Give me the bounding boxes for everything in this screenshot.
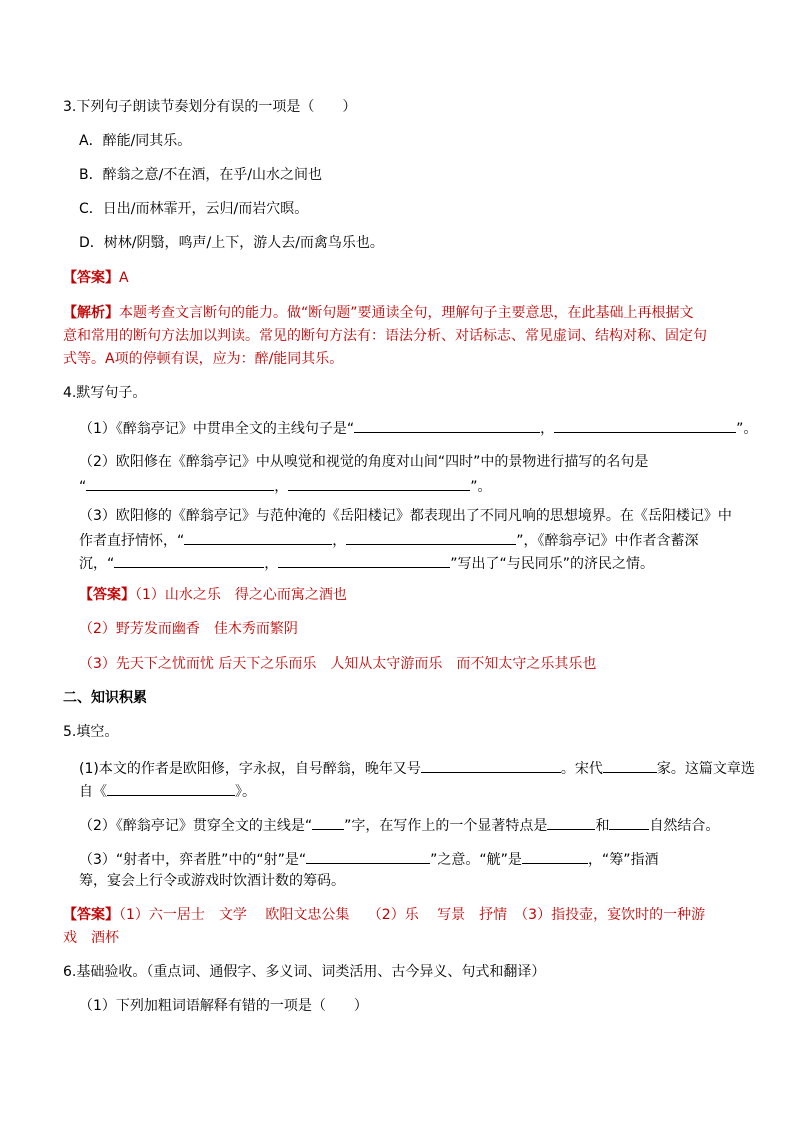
answer-tag: 【答案】: [63, 907, 119, 923]
q5-sub3-line-1: [79, 849, 658, 869]
q3-stem: 3.下列句子朗读节奏划分有误的一项是（ ）: [63, 99, 357, 115]
q4-sub3-text-4: ”写出了“与民同乐”的济民之情。: [450, 556, 655, 572]
q5-sub2: [79, 815, 719, 835]
q5-sub1-line-2: [79, 781, 256, 801]
q4-sub3-line-3: [79, 553, 654, 573]
q3-answer: [63, 269, 129, 287]
q3-option-b: B．醉翁之意/不在酒，在乎/山水之间也: [79, 167, 323, 183]
q6-sub1: （1）下列加粗词语解释有错的一项是（ ）: [79, 998, 368, 1014]
answer-blank[interactable]: [346, 530, 516, 545]
q5-sub3-text: （3）“射者中，弈者胜”中的“射”是“: [79, 852, 307, 868]
q5-sub2-text-2: ”字，在写作上的一个显著特点是: [344, 818, 548, 834]
answer-blank[interactable]: [306, 849, 430, 864]
answer-blank[interactable]: [184, 530, 332, 545]
answer-blank[interactable]: [288, 476, 470, 491]
answer-value: （1）山水之乐 得之心而寓之酒也: [135, 587, 347, 603]
q5-sub3-line-2: 筹，宴会上行令或游戏时饮酒计数的筹码。: [79, 873, 345, 889]
q5-sub2-text-4: 自然结合。: [649, 818, 720, 834]
q6-stem: 6.基础验收。（重点词、通假字、多义词、词类活用、古今异义、句式和翻译）: [63, 964, 546, 980]
answer-blank[interactable]: [354, 418, 540, 433]
q4-sub1: [79, 418, 757, 438]
q4-sub2-line-1: （2）欧阳修在《醉翁亭记》中从嗅觉和视觉的角度对山间“四时”中的景物进行描写的名句是: [79, 454, 649, 470]
q4-answer-1: [79, 586, 347, 604]
answer-tag: 【答案】: [79, 587, 135, 603]
answer-blank[interactable]: [114, 553, 264, 568]
q5-sub3-text-3: ，“筹”指酒: [587, 852, 659, 868]
q5-sub1-line-1: [79, 758, 755, 778]
q5-sub1-text-4: 自《: [79, 784, 107, 800]
answer-blank[interactable]: [547, 815, 595, 830]
answer-blank[interactable]: [609, 815, 649, 830]
q4-sub2-sep: ，: [274, 479, 289, 495]
q3-analysis-line-1: [63, 304, 694, 322]
q4-sub1-text: （1）《醉翁亭记》中贯串全文的主线句子是“: [79, 421, 355, 437]
answer-blank[interactable]: [603, 758, 657, 773]
analysis-text: 本题考查文言断句的能力。做“断句题”要通读全句，理解句子主要意思，在此基础上再根据文: [119, 305, 694, 321]
answer-blank[interactable]: [421, 758, 561, 773]
answer-value: A: [119, 270, 129, 286]
q4-sub3-text: 作者直抒情怀，“: [79, 533, 185, 549]
q4-sub2-line-2: [79, 476, 492, 496]
analysis-tag: 【解析】: [63, 305, 119, 321]
q4-sub3-line-2: [79, 530, 699, 550]
answer-tag: 【答案】: [63, 270, 119, 286]
q5-answer-line-2: 戏 酒杯: [63, 930, 119, 946]
answer-value: （1）六一居士 文学 欧阳文忠公集 （2）乐 写景 抒情 （3）指投壶，宴饮时的一种游: [119, 907, 706, 923]
answer-blank[interactable]: [522, 849, 588, 864]
q5-sub2-text: （2）《醉翁亭记》贯穿全文的主线是“: [79, 818, 313, 834]
answer-blank[interactable]: [278, 553, 450, 568]
q4-sub3-text-2: ”，《醉翁亭记》中作者含蓄深: [516, 533, 699, 549]
q4-sub1-end: ”。: [736, 421, 758, 437]
q4-sub3-sep-2: ，: [264, 556, 279, 572]
q5-sub1-text-5: 》。: [235, 784, 256, 800]
q4-answer-3: （3）先天下之忧而忧 后天下之乐而乐 人知从太守游而乐 而不知太守之乐其乐也: [79, 656, 597, 672]
q4-sub2-end: ”。: [470, 479, 492, 495]
q5-sub1-text-3: 家。这篇文章选: [656, 761, 755, 777]
q5-sub3-text-2: ”之意。“觥”是: [430, 852, 522, 868]
q5-answer-line-1: [63, 906, 705, 924]
q3-analysis-line-3: 式等。A项的停顿有误，应为：醉/能同其乐。: [63, 351, 344, 367]
q5-sub1-text-2: 。宋代: [560, 761, 603, 777]
answer-blank[interactable]: [312, 815, 344, 830]
q3-analysis-line-2: 意和常用的断句方法加以判读。常见的断句方法有：语法分析、对话标志、常见虚词、结构对称、固定句: [63, 328, 707, 344]
q4-sub3-line-1: （3）欧阳修的《醉翁亭记》与范仲淹的《岳阳楼记》都表现出了不同凡响的思想境界。在《岳阳楼记》中: [79, 508, 732, 524]
q3-option-a: A．醉能/同其乐。: [79, 133, 192, 149]
q4-sub1-sep: ，: [540, 421, 555, 437]
q4-stem: 4.默写句子。: [63, 385, 147, 401]
q3-option-d: D．树林/阴翳，鸣声/上下，游人去/而禽鸟乐也。: [79, 235, 384, 251]
q4-sub3-text-3: 沉，“: [79, 556, 115, 572]
answer-blank[interactable]: [554, 418, 736, 433]
q5-stem: 5.填空。: [63, 724, 119, 740]
q4-sub2-open: “: [79, 479, 87, 495]
q5-sub1-text: (1)本文的作者是欧阳修，字永叔，自号醉翁，晚年又号: [79, 761, 421, 777]
q3-option-c: C．日出/而林霏开，云归/而岩穴暝。: [79, 201, 309, 217]
section-title: 二、知识积累: [63, 690, 147, 706]
q4-answer-2: （2）野芳发而幽香 佳木秀而繁阴: [79, 621, 298, 637]
answer-blank[interactable]: [107, 781, 235, 796]
q4-sub3-sep: ，: [332, 533, 347, 549]
answer-blank[interactable]: [86, 476, 274, 491]
q5-sub2-text-3: 和: [595, 818, 610, 834]
